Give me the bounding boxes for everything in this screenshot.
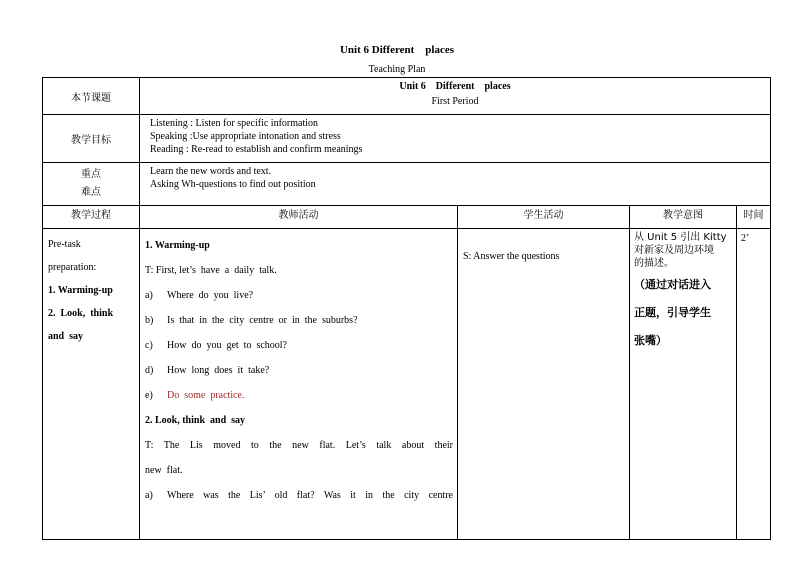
document-subtitle: Teaching Plan: [368, 64, 426, 75]
topic-content: [140, 78, 771, 115]
intent-emphasis: 正题，引导学生: [634, 306, 711, 319]
question-text: Where do you live?: [167, 290, 254, 301]
question-item: [145, 383, 453, 408]
header-intent: 教学意图: [630, 206, 737, 229]
focus-item-questions: Asking Wh-questions to find out position: [150, 179, 316, 190]
question-text: Is that in the city centre or in the suburbs?: [167, 315, 358, 326]
teacher-intro-2-cont: new flat.: [145, 465, 183, 476]
focus-label-key: 重点: [81, 169, 101, 180]
goals-row: [43, 115, 771, 163]
stage-cell: [43, 229, 140, 540]
header-time: 时间: [737, 206, 771, 229]
question-marker: e): [145, 390, 153, 401]
goals-content: [140, 115, 771, 163]
stage-warming-up: 1. Warming-up: [48, 285, 113, 296]
time-cell: [737, 229, 771, 540]
question-marker: a): [145, 290, 153, 301]
focus-label: [43, 163, 140, 206]
teaching-plan-table: [42, 77, 771, 540]
topic-label: 本节课题: [43, 78, 140, 115]
topic-title: Unit 6 Different places: [399, 81, 511, 92]
question-marker: a): [145, 490, 153, 501]
question-item: [145, 283, 453, 308]
intent-line: 从 Unit 5 引出 Kitty: [634, 232, 727, 243]
question-marker: c): [145, 340, 153, 351]
intent-line: 对新家及周边环境: [634, 245, 714, 256]
question-item: [145, 483, 453, 508]
goal-speaking: Speaking :Use appropriate intonation and stress: [150, 131, 341, 142]
question-marker: d): [145, 365, 154, 376]
student-activity: S: Answer the questions: [463, 251, 560, 262]
question-marker: b): [145, 315, 154, 326]
stage-line: preparation:: [48, 262, 97, 273]
student-activity-cell: [458, 229, 630, 540]
header-teacher: 教师活动: [140, 206, 458, 229]
stage-look-think: 2. Look, think: [48, 308, 114, 319]
practice-text: Do some practice.: [167, 390, 245, 401]
section-look-think-say: 2. Look, think and say: [145, 415, 246, 426]
intent-cell: [630, 229, 737, 540]
intent-emphasis: 张嘴）: [634, 334, 667, 347]
header-student: 学生活动: [458, 206, 630, 229]
document-title: Unit 6 Different places: [339, 44, 455, 56]
intent-emphasis: （通过对话进入: [634, 278, 711, 291]
focus-item-words: Learn the new words and text.: [150, 166, 272, 177]
teacher-intro-2: T: The Lis moved to the new flat. Let’s talk about their: [145, 440, 453, 451]
focus-content: [140, 163, 771, 206]
teacher-intro: T: First, let’s have a daily talk.: [145, 265, 277, 276]
header-row: [43, 206, 771, 229]
topic-period: First Period: [431, 96, 479, 107]
question-text: How long does it take?: [167, 365, 270, 376]
stage-line: Pre-task: [48, 239, 81, 250]
teacher-activity-cell: [140, 229, 458, 540]
question-item: [145, 358, 453, 383]
question-text: How do you get to school?: [167, 340, 287, 351]
topic-row: [43, 78, 771, 115]
focus-row: [43, 163, 771, 206]
question-text: Where was the Lis’ old flat? Was it in the city centre: [167, 490, 453, 501]
section-warming-up: 1. Warming-up: [145, 240, 210, 251]
goals-label: 教学目标: [43, 115, 140, 163]
time-value: 2’: [741, 233, 750, 244]
body-row: [43, 229, 771, 540]
question-item: [145, 333, 453, 358]
goal-listening: Listening : Listen for specific information: [150, 118, 319, 129]
stage-and-say: and say: [48, 331, 84, 342]
intent-line: 的描述。: [634, 258, 674, 269]
focus-label-difficult: 难点: [81, 187, 101, 198]
question-item: [145, 308, 453, 333]
header-process: 教学过程: [43, 206, 140, 229]
goal-reading: Reading : Re-read to establish and confirm meanings: [150, 144, 363, 155]
